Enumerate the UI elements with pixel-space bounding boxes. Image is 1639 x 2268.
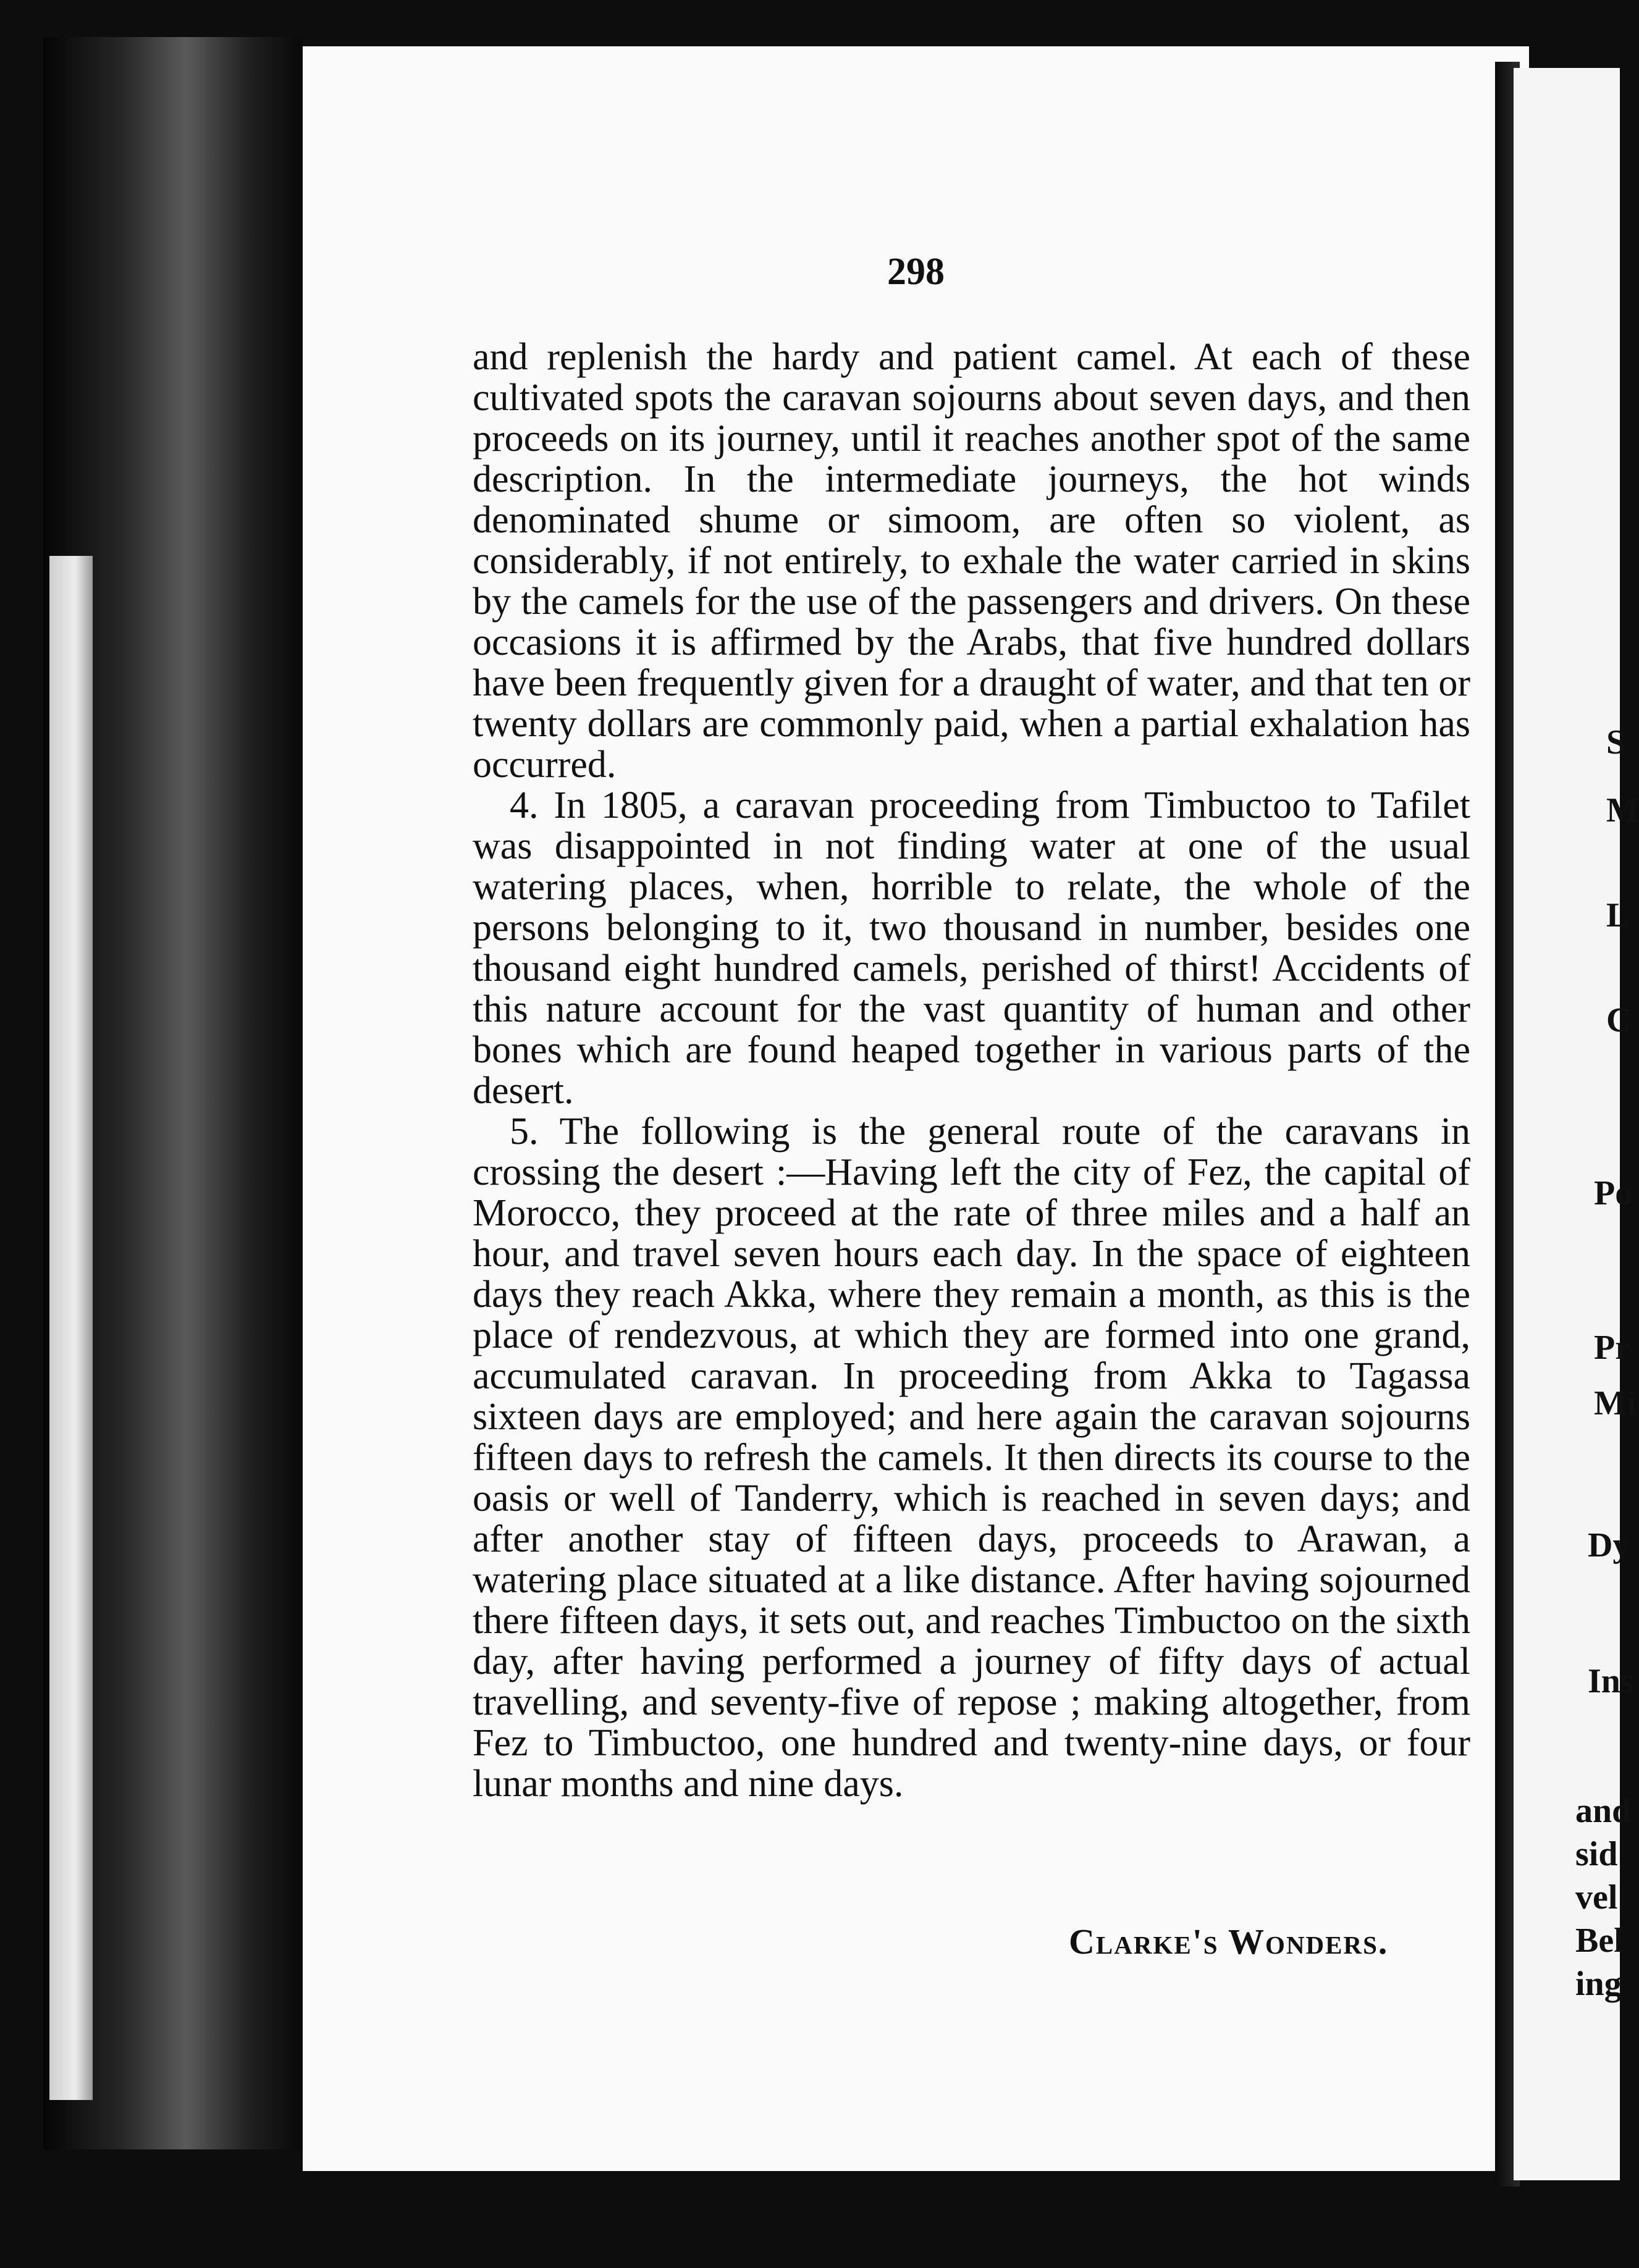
facing-page xyxy=(1514,68,1639,2180)
facing-page-fragment: Pr xyxy=(1594,1329,1631,1367)
facing-page-fragment: and xyxy=(1575,1792,1632,1830)
paragraph: 4. In 1805, a caravan proceeding from Timbuctoo to Tafilet was disappointed in not finding water at one of the usual watering places, when, horrible to relate, the whole of the persons belonging to it, two thousand in number, besides one thousand eight hundred camels, perished of thirst! Accidents of this nature account for the vast quantity of human and other bones which are found heaped together in various parts of the desert. xyxy=(473,784,1470,1112)
paragraph: and replenish the hardy and patient camel. At each of these cultivated spots the caravan sojourns about seven days, and then proceeds on its journey, until it reaches another spot of the same description. In the intermediate journeys, the hot winds denominated shume or simoom, are often so violent, as considerably, if not entirely, to exhale the water carried in skins by the camels for the use of the passengers and drivers. On these occasions it is affirmed by the Arabs, that five hundred dollars have been frequently given for a draught of water, and that ten or twenty dollars are commonly paid, when a partial exhalation has occurred. xyxy=(473,336,1470,786)
facing-page-fragment: L xyxy=(1606,896,1630,934)
page-number: 298 xyxy=(887,251,945,293)
facing-page-fragment: Dy xyxy=(1588,1526,1630,1564)
attribution: Clarke's Wonders. xyxy=(1069,1922,1389,1962)
facing-page-fragment: vel xyxy=(1575,1878,1618,1917)
page-edge-sliver xyxy=(49,556,93,2100)
facing-page-fragment: sid xyxy=(1575,1835,1618,1873)
facing-page-fragment: Bel xyxy=(1575,1922,1624,1960)
facing-page-fragment: ing xyxy=(1575,1965,1622,2003)
body-text xyxy=(473,337,1470,1804)
facing-page-fragment: C xyxy=(1606,1001,1632,1040)
facing-page-fragment: Ins xyxy=(1588,1662,1634,1700)
book-page xyxy=(303,46,1529,2171)
facing-page-fragment: M xyxy=(1606,791,1639,830)
facing-page-fragment: Po xyxy=(1594,1174,1633,1212)
facing-page-fragment: Mi xyxy=(1594,1384,1637,1422)
paragraph: 5. The following is the general route of the caravans in crossing the desert :—Having left the city of Fez, the capital of Morocco, they proceed at the rate of three miles and a half an hour, and travel seven hours each day. In the space of eighteen days they reach Akka, where they remain a month, as this is the place of rendezvous, at which they are formed into one grand, accumulated caravan. In proceeding from Akka to Tagassa sixteen days are employed; and here again the caravan sojourns fifteen days to refresh the camels. It then directs its course to the oasis or well of Tanderry, which is reached in seven days; and after another stay of fifteen days, proceeds to Arawan, a watering place situated at a like distance. After having sojourned there fifteen days, it sets out, and reaches Timbuctoo on the sixth day, after having performed a journey of fifty days of actual travelling, and seventy-five of repose ; making altogether, from Fez to Timbuctoo, one hundred and twenty-nine days, or four lunar months and nine days. xyxy=(473,1111,1470,1805)
facing-page-fragment: S xyxy=(1606,723,1626,762)
